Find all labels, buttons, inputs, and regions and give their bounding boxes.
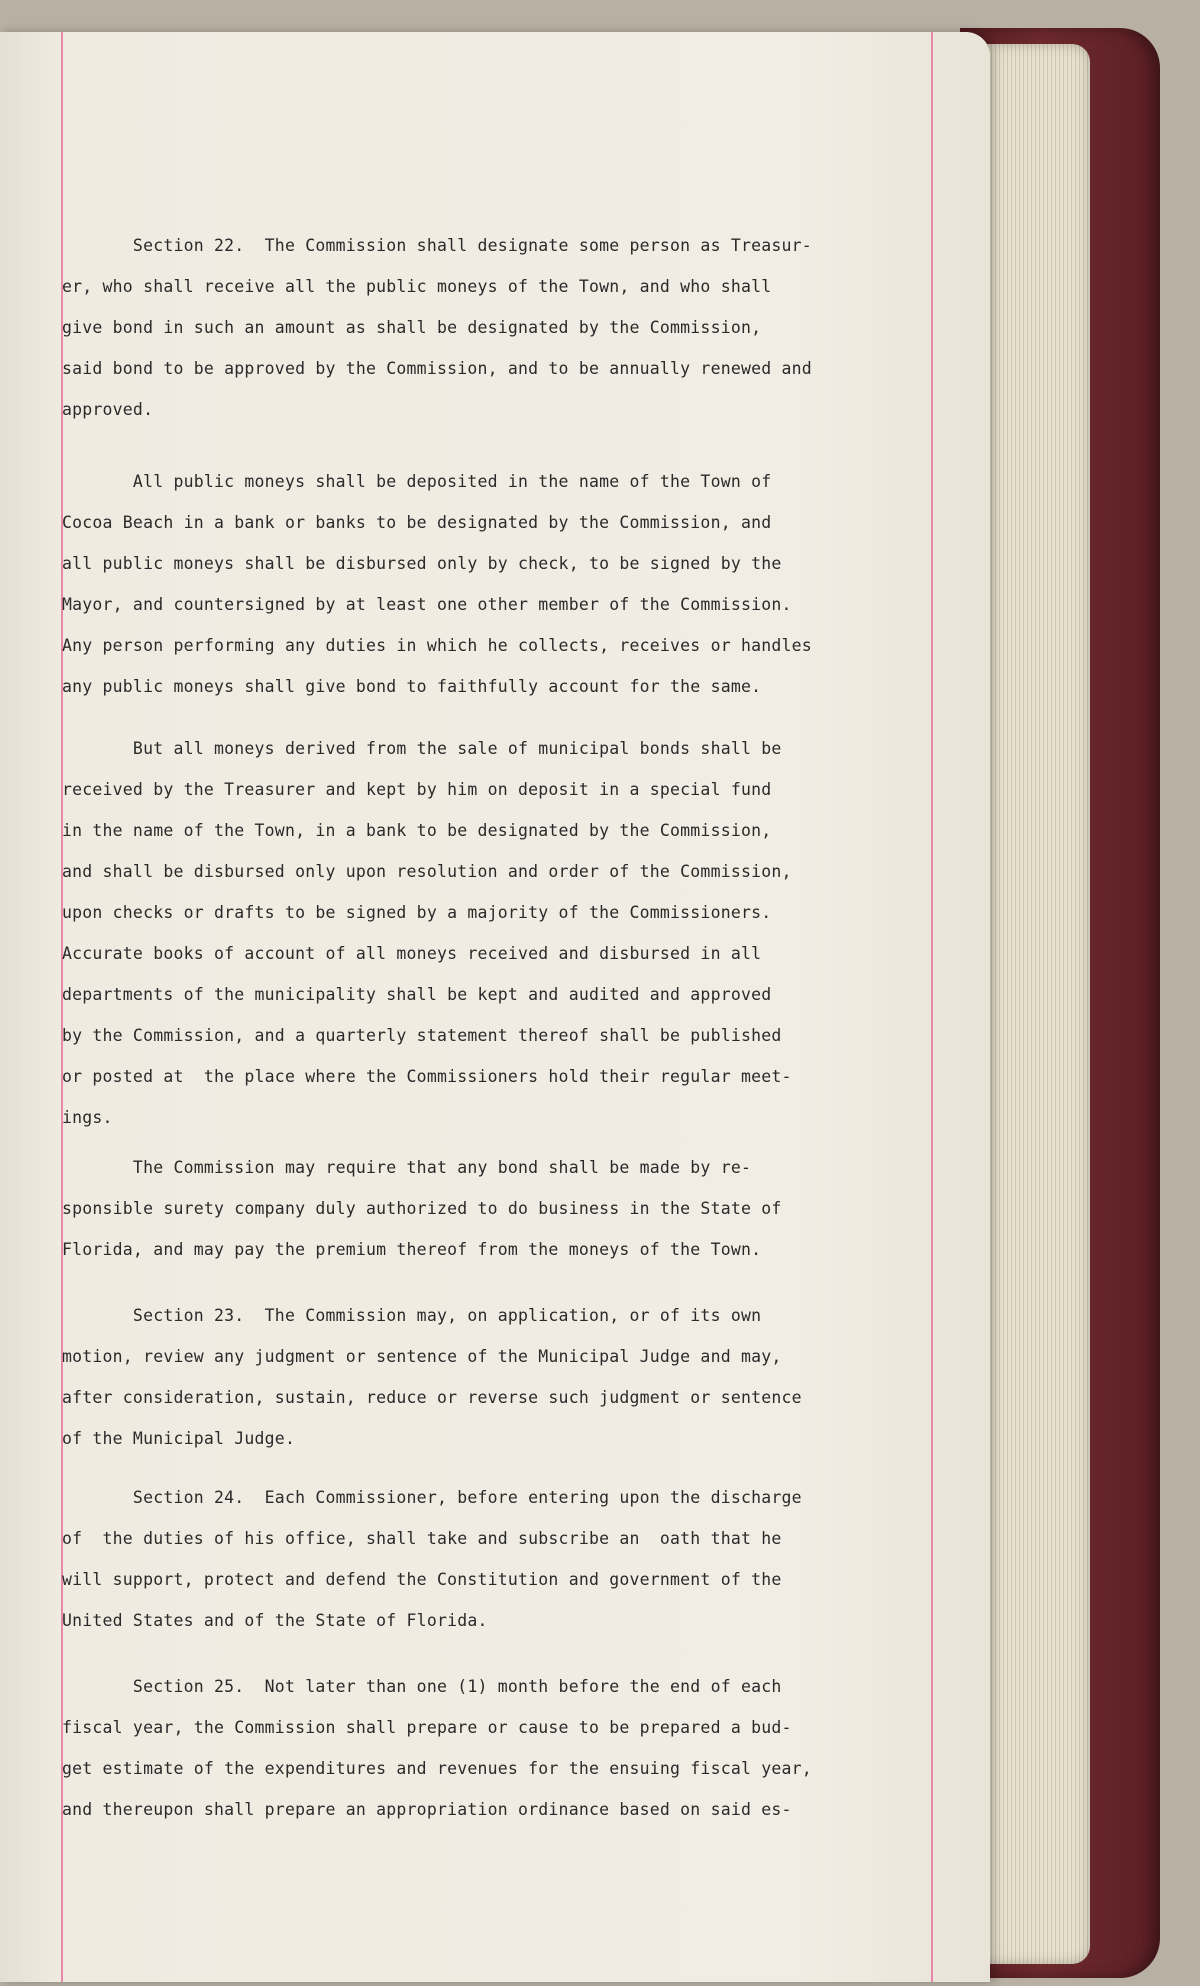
text-line: United States and of the State of Florida. [62, 1611, 488, 1630]
text-line: Section 23. The Commission may, on application, or of its own [62, 1306, 762, 1325]
text-line: and thereupon shall prepare an appropriation ordinance based on said es- [62, 1800, 792, 1819]
text-line: in the name of the Town, in a bank to be designated by the Commission, [62, 821, 772, 840]
text-line: give bond in such an amount as shall be designated by the Commission, [62, 318, 762, 337]
text-line: or posted at the place where the Commissioners hold their regular meet- [62, 1067, 792, 1086]
text-line: Accurate books of account of all moneys received and disbursed in all [62, 944, 762, 963]
text-line: received by the Treasurer and kept by him on deposit in a special fund [62, 780, 772, 799]
text-line: departments of the municipality shall be kept and audited and approved [62, 985, 772, 1004]
text-line: sponsible surety company duly authorized to do business in the State of [62, 1199, 782, 1218]
text-line: said bond to be approved by the Commission, and to be annually renewed and [62, 359, 812, 378]
text-line: motion, review any judgment or sentence of the Municipal Judge and may, [62, 1347, 782, 1366]
right-margin-rule [931, 32, 933, 1982]
text-line: Cocoa Beach in a bank or banks to be designated by the Commission, and [62, 513, 772, 532]
text-line: fiscal year, the Commission shall prepare or cause to be prepared a bud- [62, 1718, 792, 1737]
text-line: upon checks or drafts to be signed by a majority of the Commissioners. [62, 903, 772, 922]
text-line: of the duties of his office, shall take and subscribe an oath that he [62, 1529, 782, 1548]
text-line: approved. [62, 400, 154, 419]
text-line: and shall be disbursed only upon resolution and order of the Commission, [62, 862, 792, 881]
text-line: any public moneys shall give bond to faithfully account for the same. [62, 677, 762, 696]
text-line: Mayor, and countersigned by at least one other member of the Commission. [62, 595, 792, 614]
text-line: All public moneys shall be deposited in the name of the Town of [62, 472, 772, 491]
text-line: will support, protect and defend the Constitution and government of the [62, 1570, 782, 1589]
text-line: The Commission may require that any bond shall be made by re- [62, 1158, 752, 1177]
text-line: get estimate of the expenditures and revenues for the ensuing fiscal year, [62, 1759, 812, 1778]
text-line: ings. [62, 1108, 113, 1127]
text-line: Florida, and may pay the premium thereof from the moneys of the Town. [62, 1240, 762, 1259]
text-line: of the Municipal Judge. [62, 1429, 296, 1448]
text-line: all public moneys shall be disbursed only by check, to be signed by the [62, 554, 782, 573]
text-line: Section 25. Not later than one (1) month before the end of each [62, 1677, 782, 1696]
text-line: by the Commission, and a quarterly statement thereof shall be published [62, 1026, 782, 1045]
text-line: Section 22. The Commission shall designate some person as Treasur- [62, 236, 812, 255]
text-line: Any person performing any duties in which he collects, receives or handles [62, 636, 812, 655]
text-line: Section 24. Each Commissioner, before entering upon the discharge [62, 1488, 802, 1507]
text-line: after consideration, sustain, reduce or reverse such judgment or sentence [62, 1388, 802, 1407]
text-line: But all moneys derived from the sale of municipal bonds shall be [62, 739, 782, 758]
text-line: er, who shall receive all the public moneys of the Town, and who shall [62, 277, 772, 296]
